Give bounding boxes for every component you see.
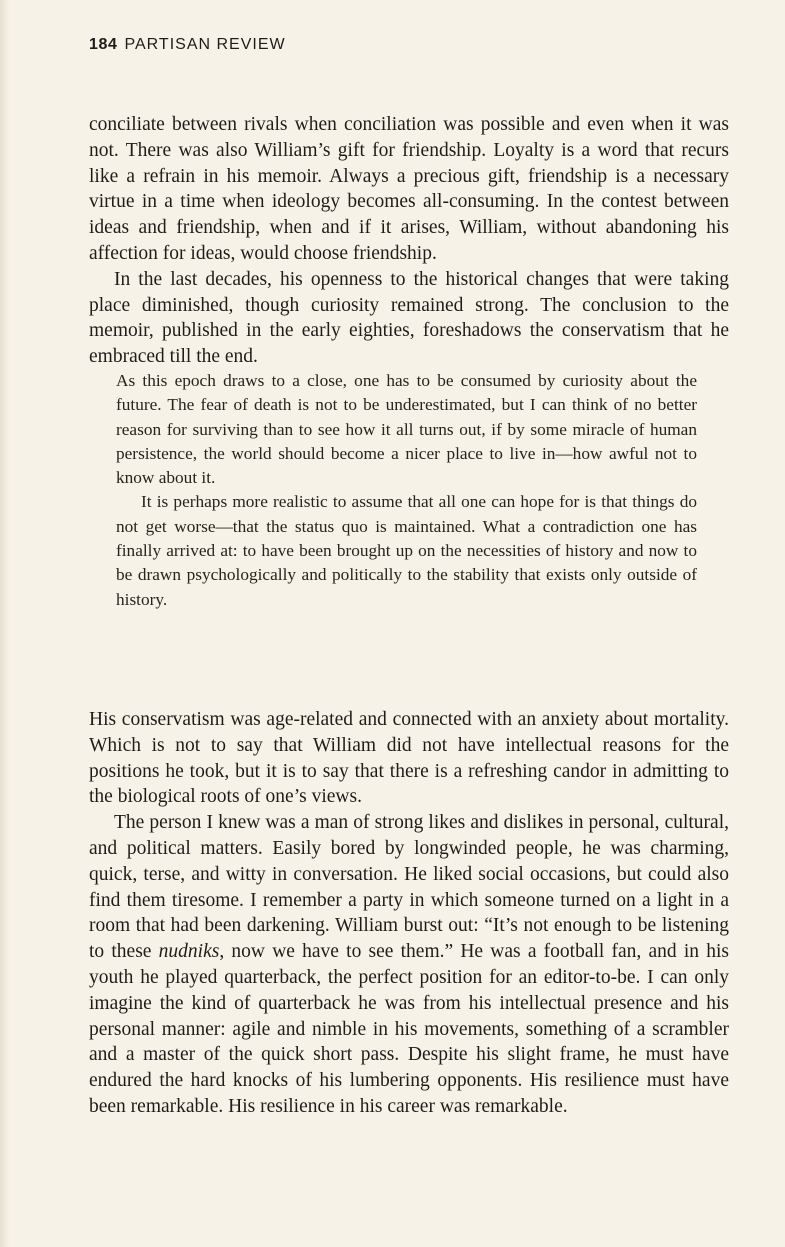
body-text-after-extract bbox=[89, 707, 729, 1120]
italic-term: nudniks bbox=[158, 941, 220, 963]
body-text-before-extract bbox=[89, 112, 729, 370]
paragraph bbox=[89, 810, 729, 1120]
block-quote bbox=[116, 369, 697, 612]
page-gutter-shadow bbox=[0, 0, 10, 1247]
paragraph: His conservatism was age-related and connected with an anxiety about mortality. Which is not to say that William did not have intellectual reasons for the positions he took, but it is to say that there is a refreshing candor in admitting to the biological roots of one’s views. bbox=[89, 709, 729, 808]
paragraph-text: The person I knew was a man of strong likes and dislikes in personal, cultural, and political matters. Easily bored by longwinded people, he was charming, quick, terse, and witty in conversation. He liked social occasions, but could also find them tiresome. I remember a party in which someone turned on a light in a room that had been darkening. William burst out: “It’s not enough to be listening to these bbox=[89, 812, 729, 963]
quote-paragraph: As this epoch draws to a close, one has to be consumed by curiosity about the future. The fear of death is not to be underestimated, but I can think of no better reason for surviving than to see how it all turns out, if by some miracle of human persistence, the world should become a nicer place to live in—how awful not to know about it. bbox=[116, 371, 697, 488]
running-head bbox=[89, 33, 286, 54]
quote-paragraph: It is perhaps more realistic to assume that all one can hope for is that things do not get worse—that the status quo is maintained. What a contradiction one has finally arrived at: to have been brought up on the necessities of history and now to be drawn psychologically and politically to the stability that exists only outside of history. bbox=[116, 492, 697, 609]
paragraph-continued: conciliate between rivals when conciliation was possible and even when it was not. There was also William’s gift for friendship. Loyalty is a word that recurs like a refrain in his memoir. Always a precious gift, friendship is a necessary virtue in a time when ideology becomes all-consuming. In the contest between ideas and friendship, when and if it arises, William, without abandoning his affection for ideas, would choose friendship. bbox=[89, 114, 729, 264]
journal-title: PARTISAN REVIEW bbox=[124, 36, 286, 53]
page-number: 184 bbox=[89, 36, 118, 53]
paragraph-text: , now we have to see them.” He was a football fan, and in his youth he played quarterback, the perfect position for an editor-to-be. I can only imagine the kind of quarterback he was from his intellectual presence and his personal manner: agile and nimble in his movements, something of a scrambler and a master of the quick short pass. Despite his slight frame, he must have endured the hard knocks of his lumbering opponents. His resilience must have been remarkable. His resilience in his career was remarkable. bbox=[89, 941, 729, 1117]
paragraph: In the last decades, his openness to the historical changes that were taking place diminished, though curiosity remained strong. The conclusion to the memoir, published in the early eighties, foreshadows the conservatism that he embraced till the end. bbox=[89, 268, 729, 368]
